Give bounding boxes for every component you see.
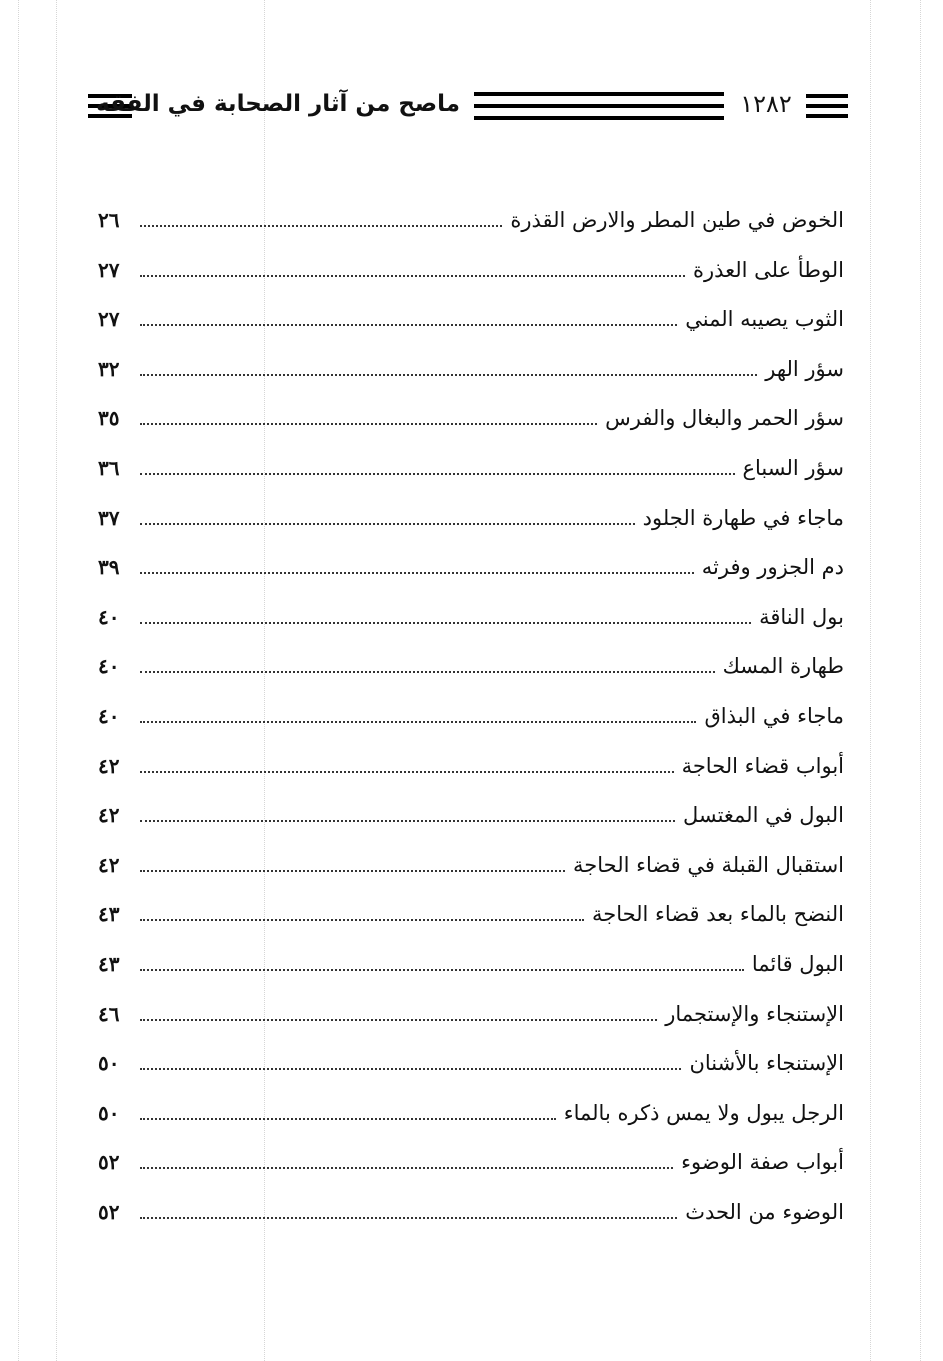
- toc-entry-title: طهارة المسك: [722, 654, 844, 679]
- toc-entry-page: ٤٦: [98, 1001, 120, 1026]
- book-title: ماصح من آثار الصحابة في الفقه: [96, 91, 460, 117]
- toc-entry-page: ٣٢: [98, 356, 120, 381]
- toc-entry-page: ٣٧: [98, 505, 120, 530]
- toc-entry: [98, 990, 844, 1040]
- toc-entry-page: ٤٢: [98, 753, 120, 778]
- toc-entry-title: سؤر الهر: [765, 356, 844, 381]
- dot-leader: [140, 671, 715, 673]
- toc-entry-title: الإستنجاء والإستجمار: [665, 1001, 844, 1026]
- toc-entry-title: الوضوء من الحدث: [685, 1199, 844, 1224]
- toc-entry-title: بول الناقة: [759, 604, 844, 629]
- table-of-contents: [98, 196, 844, 1237]
- dot-leader: [140, 374, 757, 376]
- scan-guide-line: [920, 0, 921, 1361]
- toc-entry: [98, 494, 844, 544]
- toc-entry-page: ٤٣: [98, 902, 120, 927]
- toc-entry-title: الثوب يصيبه المني: [685, 307, 844, 332]
- dot-leader: [140, 1167, 673, 1169]
- toc-entry: [98, 841, 844, 891]
- toc-entry: [98, 246, 844, 296]
- scan-guide-line: [870, 0, 871, 1361]
- dot-leader: [140, 225, 502, 227]
- toc-entry-page: ٤٢: [98, 852, 120, 877]
- toc-entry-page: ٥٢: [98, 1199, 120, 1224]
- toc-entry: [98, 444, 844, 494]
- toc-entry: [98, 345, 844, 395]
- dot-leader: [140, 1118, 556, 1120]
- toc-entry: [98, 1039, 844, 1089]
- dot-leader: [140, 423, 597, 425]
- toc-entry-title: البول في المغتسل: [682, 803, 844, 828]
- toc-entry-page: ٥٢: [98, 1150, 120, 1175]
- toc-entry: [98, 791, 844, 841]
- dot-leader: [140, 1019, 657, 1021]
- dot-leader: [140, 275, 685, 277]
- toc-entry-page: ٣٥: [98, 406, 120, 431]
- dot-leader: [140, 523, 635, 525]
- toc-entry-page: ٤٠: [98, 654, 120, 679]
- toc-entry-title: الوطأ على العذرة: [692, 257, 844, 282]
- header-rule-right: [806, 94, 848, 118]
- dot-leader: [140, 771, 674, 773]
- dot-leader: [140, 919, 584, 921]
- toc-entry-page: ٣٦: [98, 455, 120, 480]
- dot-leader: [140, 1217, 677, 1219]
- toc-entry-page: ٤٢: [98, 803, 120, 828]
- scan-guide-line: [56, 0, 57, 1361]
- toc-entry-title: استقبال القبلة في قضاء الحاجة: [573, 852, 844, 877]
- toc-entry-title: البول قائما: [751, 951, 844, 976]
- toc-entry: [98, 940, 844, 990]
- toc-entry: [98, 543, 844, 593]
- toc-entry: [98, 295, 844, 345]
- toc-entry-page: ٢٦: [98, 208, 120, 232]
- dot-leader: [140, 1068, 681, 1070]
- dot-leader: [140, 870, 565, 872]
- toc-entry: [98, 593, 844, 643]
- toc-entry: [98, 394, 844, 444]
- toc-entry-page: ٤٣: [98, 951, 120, 976]
- dot-leader: [140, 969, 744, 971]
- toc-entry-title: سؤر الحمر والبغال والفرس: [605, 406, 844, 431]
- toc-entry-page: ٥٠: [98, 1051, 120, 1076]
- toc-entry-page: ٤٠: [98, 604, 120, 629]
- toc-entry: [98, 196, 844, 246]
- dot-leader: [140, 622, 751, 624]
- dot-leader: [140, 473, 735, 475]
- toc-entry: [98, 1138, 844, 1188]
- toc-entry-page: ٢٧: [98, 307, 120, 332]
- toc-entry-title: دم الجزور وفرثه: [701, 555, 844, 580]
- toc-entry-page: ٣٩: [98, 555, 120, 580]
- toc-entry-title: أبواب قضاء الحاجة: [681, 753, 844, 778]
- toc-entry-title: النضح بالماء بعد قضاء الحاجة: [591, 902, 844, 927]
- toc-entry-page: ٥٠: [98, 1100, 120, 1125]
- toc-entry: [98, 692, 844, 742]
- toc-entry-title: سؤر السباع: [742, 455, 844, 480]
- toc-entry-title: الرجل يبول ولا يمس ذكره بالماء: [563, 1100, 844, 1125]
- toc-entry-title: الخوض في طين المطر والارض القذرة: [510, 208, 844, 232]
- page-number: ١٢٨٢: [740, 90, 792, 118]
- toc-entry: [98, 1089, 844, 1139]
- running-header: [88, 86, 848, 122]
- toc-entry: [98, 1188, 844, 1238]
- toc-entry-page: ٢٧: [98, 257, 120, 282]
- dot-leader: [140, 324, 677, 326]
- dot-leader: [140, 820, 675, 822]
- dot-leader: [140, 721, 696, 723]
- toc-entry-title: أبواب صفة الوضوء: [681, 1150, 844, 1175]
- toc-entry: [98, 890, 844, 940]
- toc-entry-title: ماجاء في البذاق: [704, 703, 844, 728]
- toc-entry-title: الإستنجاء بالأشنان: [689, 1051, 844, 1076]
- toc-entry-page: ٤٠: [98, 703, 120, 728]
- toc-entry: [98, 642, 844, 692]
- toc-entry-title: ماجاء في طهارة الجلود: [642, 505, 844, 530]
- toc-entry: [98, 742, 844, 792]
- scan-guide-line: [18, 0, 19, 1361]
- dot-leader: [140, 572, 694, 574]
- header-rule-middle: [474, 92, 724, 120]
